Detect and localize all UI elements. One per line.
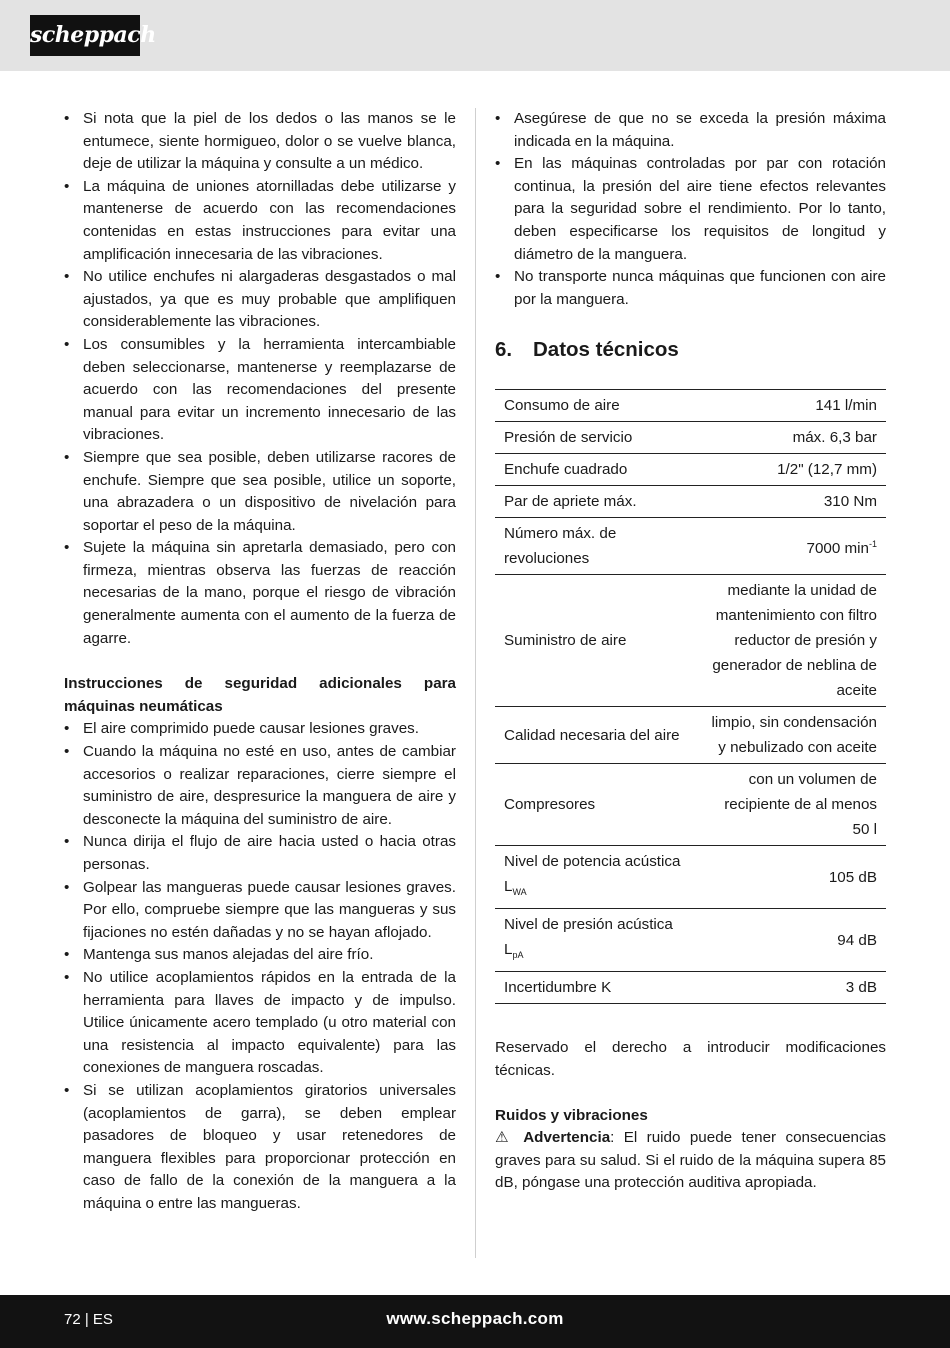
spec-label-subscript: pA [512, 950, 524, 961]
spec-value: 3 dB [845, 979, 877, 997]
table-row [495, 972, 886, 1004]
table-row [495, 707, 886, 764]
spec-value [698, 518, 886, 575]
spec-value: con un volumen de recipiente de al menos 50 l [724, 771, 877, 839]
spec-label-text: Nivel de presión acústica L [504, 916, 673, 959]
list-item: • Si nota que la piel de los dedos o las manos se le entumece, siente hormigueo, dolor o se vuelve blanca, deje de utilizar la máquina y consulte a un médico. [64, 108, 456, 176]
spec-value: 105 dB [828, 868, 877, 886]
spec-label: Incertidumbre K [504, 979, 612, 997]
spec-label: Número máx. de revoluciones [504, 525, 617, 568]
list-item: • Nunca dirija el flujo de aire hacia usted o hacia otras personas. [64, 831, 456, 876]
warning-icon: ⚠ [495, 1129, 514, 1147]
page-number: 72 | ES [64, 1311, 113, 1328]
section-title [495, 336, 886, 364]
list-item: • Cuando la máquina no esté en uso, antes de cambiar accesorios o realizar reparaciones, cierre siempre el suministro de aire, despresurice la manguera de aire y desconecte la máquina del suministro de aire. [64, 741, 456, 831]
table-row [495, 575, 886, 707]
website-link[interactable]: www.scheppach.com [386, 1309, 564, 1328]
list-item: • Mantenga sus manos alejadas del aire frío. [64, 944, 456, 967]
spec-label [495, 909, 698, 972]
spec-value: limpio, sin condensación y nebulizado con aceite [711, 714, 877, 757]
table-row [495, 846, 886, 909]
list-item: • La máquina de uniones atornilladas debe utilizarse y mantenerse de acuerdo con las recomendaciones contenidas en estas instrucciones para evitar una amplificación innecesaria de las vibraciones. [64, 176, 456, 266]
spec-value: 310 Nm [823, 493, 877, 511]
list-item: • Asegúrese de que no se exceda la presión máxima indicada en la máquina. [495, 108, 886, 153]
spec-value: 94 dB [837, 931, 877, 949]
spec-label: Compresores [504, 796, 596, 814]
table-row [495, 390, 886, 422]
warning-text: : El ruido puede tener consecuencias graves para su salud. Si el ruido de la máquina supera 85 dB, póngase una protección auditiva apropiada. [495, 1129, 886, 1192]
list-item: • No transporte nunca máquinas que funcionen con aire por la manguera. [495, 266, 886, 311]
section-title-text: Datos técnicos [533, 338, 679, 362]
list-item: • Si se utilizan acoplamientos giratorios universales (acoplamientos de garra), se deben emplear pasadores de bloqueo y usar retenedores de manguera flexibles para proporcionar protección en caso de fallo de la conexión de la manguera a la máquina o entre las mangueras. [64, 1080, 456, 1216]
spec-label [495, 846, 698, 909]
list-item: • En las máquinas controladas por par con rotación continua, la presión del aire tiene efectos relevantes para la seguridad sobre el rendimiento. Por lo tanto, deben especificarse los requisitos de longitud y diámetro de la manguera. [495, 153, 886, 266]
warning-paragraph [495, 1127, 886, 1195]
spec-label: Enchufe cuadrado [504, 461, 628, 479]
scheppach-logo: scheppach [30, 15, 140, 56]
spec-label: Par de apriete máx. [504, 493, 637, 511]
spec-label: Presión de servicio [504, 429, 633, 447]
spec-label: Consumo de aire [504, 397, 620, 415]
reserved-note: Reservado el derecho a introducir modificaciones técnicas. [495, 1039, 886, 1079]
right-column [495, 108, 886, 1195]
list-item: • No utilice acoplamientos rápidos en la entrada de la herramienta para llaves de impacto y de impulso. Utilice únicamente acero templado (u otro material con una resistencia al impacto equivalente) para las conexiones de manguera roscadas. [64, 967, 456, 1080]
spec-value: 141 l/min [815, 397, 877, 415]
spec-label-subscript: WA [512, 887, 527, 898]
pressure-safety-list [495, 108, 886, 311]
list-item: • Golpear las mangueras puede causar lesiones graves. Por ello, compruebe siempre que las mangueras y sus fijaciones no estén dañadas y no se hayan aflojado. [64, 877, 456, 945]
pneumatic-safety-list [64, 718, 456, 1215]
column-divider [475, 108, 476, 1258]
spec-value: mediante la unidad de mantenimiento con filtro reductor de presión y generador de neblina de aceite [712, 582, 877, 700]
table-row [495, 454, 886, 486]
list-item: • Sujete la máquina sin apretarla demasiado, pero con firmeza, mientras observa las fuerzas de reacción necesarias de la mano, porque el riesgo de vibración generalmente aumenta con el aumento de la fuerza de agarre. [64, 537, 456, 650]
spec-label-text: Nivel de potencia acústica L [504, 853, 681, 896]
spec-label: Calidad necesaria del aire [504, 726, 680, 744]
spec-value: 1/2" (12,7 mm) [777, 461, 877, 479]
table-row [495, 422, 886, 454]
spec-value-text: 7000 min [806, 539, 869, 557]
section-number: 6. [495, 338, 513, 362]
list-item: • El aire comprimido puede causar lesiones graves. [64, 718, 456, 741]
page-header [0, 0, 950, 71]
left-column [64, 108, 456, 1216]
table-row [495, 518, 886, 575]
technical-data-table [495, 389, 886, 1004]
pneumatic-safety-heading: Instrucciones de seguridad adicionales para máquinas neumáticas [64, 675, 456, 715]
warning-label: Advertencia [523, 1129, 611, 1147]
table-row [495, 909, 886, 972]
list-item: • Los consumibles y la herramienta intercambiable deben seleccionarse, mantenerse y reemplazarse de acuerdo con las recomendaciones del presente manual para evitar un incremento innecesario de las vibraciones. [64, 334, 456, 447]
list-item: • No utilice enchufes ni alargaderas desgastados o mal ajustados, ya que es muy probable que amplifiquen considerablemente las vibraciones. [64, 266, 456, 334]
noise-section [495, 1105, 886, 1195]
spec-value: máx. 6,3 bar [792, 429, 877, 447]
table-row [495, 764, 886, 846]
vibration-safety-list [64, 108, 456, 650]
noise-heading: Ruidos y vibraciones [495, 1106, 648, 1124]
spec-value-exponent: -1 [868, 538, 877, 549]
list-item: • Siempre que sea posible, deben utilizarse racores de enchufe. Siempre que sea posible, utilice un soporte, una abrazadera o un dispositivo de nivelación para soportar el peso de la máquina. [64, 447, 456, 537]
table-row [495, 486, 886, 518]
spec-label: Suministro de aire [504, 632, 627, 650]
page-footer [0, 1295, 950, 1348]
